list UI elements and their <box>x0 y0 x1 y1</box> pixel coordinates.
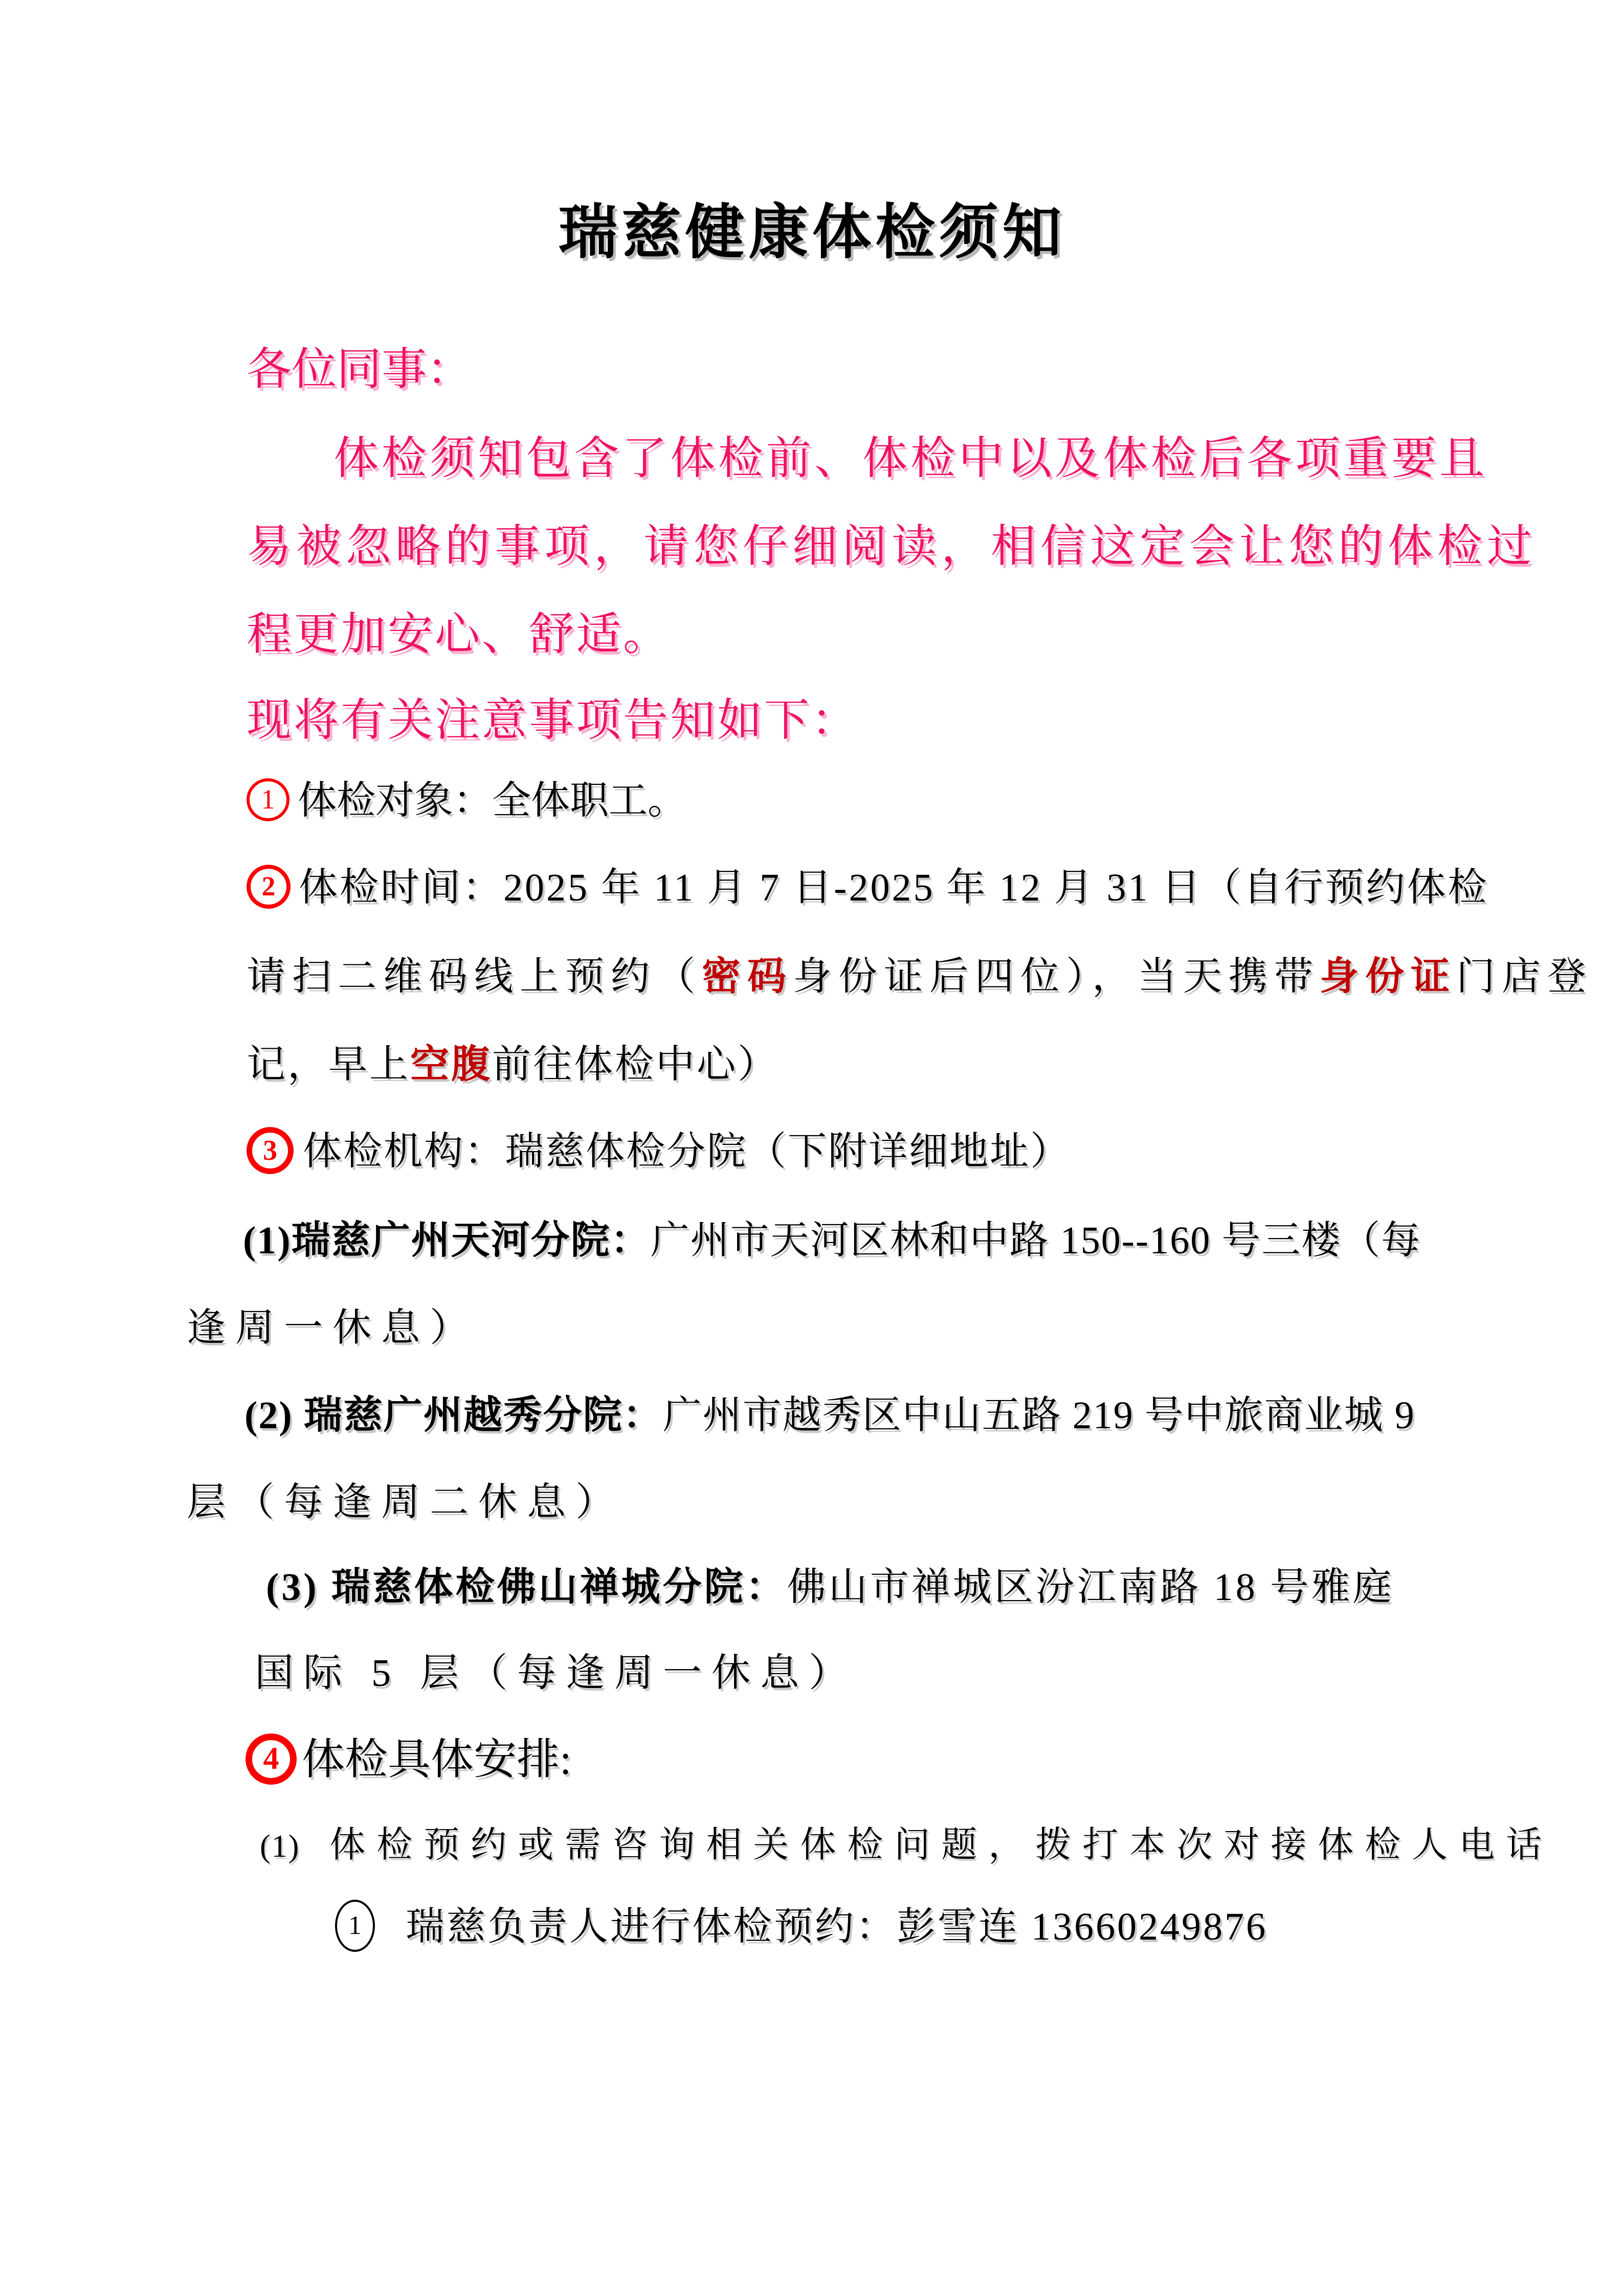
circled-number-1-icon: 1 <box>247 778 290 821</box>
intro-line-3: 程更加安心、舒适。 <box>247 610 671 660</box>
item-4-line <box>246 1735 571 1790</box>
black-circled-number-1-icon: 1 <box>335 1900 375 1952</box>
item-1-text: 体检对象：全体职工。 <box>298 779 686 822</box>
branch-3-line <box>266 1565 1394 1611</box>
circled-number-4-icon: 4 <box>246 1734 297 1785</box>
item-2-line-1 <box>247 865 1489 914</box>
branch-1-address: 广州市天河区林和中路 150--160 号三楼（每 <box>650 1219 1421 1262</box>
intro-line-2: 易被忽略的事项，请您仔细阅读，相信这定会让您的体检过 <box>247 522 1537 572</box>
item-2-line-2 <box>247 954 1593 1000</box>
keyword-id-card: 身份证 <box>1320 955 1456 998</box>
item-2-line-3 <box>247 1042 778 1088</box>
branch-2-continuation: 层（每逢周二休息） <box>187 1481 624 1524</box>
branch-3-label: (3) 瑞慈体检佛山禅城分院： <box>266 1566 787 1609</box>
item-2-text: 体检时间：2025 年 11 月 7 日-2025 年 12 月 31 日（自行预约体检 <box>299 866 1489 909</box>
branch-1-line <box>243 1218 1421 1264</box>
keyword-password: 密码 <box>702 955 793 998</box>
arrangement-sub-1-1-text: 瑞慈负责人进行体检预约：彭雪连 13660249876 <box>406 1905 1267 1948</box>
parenthesized-number-1: (1) <box>260 1829 300 1864</box>
circled-number-2-icon: 2 <box>247 865 291 909</box>
item-1-line <box>247 778 686 826</box>
keyword-fasting: 空腹 <box>410 1043 492 1086</box>
item-2-line-3-segment: 记，早上 <box>247 1043 410 1086</box>
notice-heading: 现将有关注意事项告知如下： <box>247 696 859 746</box>
branch-2-label: (2) 瑞慈广州越秀分院： <box>244 1394 663 1437</box>
item-4-text: 体检具体安排: <box>302 1736 572 1784</box>
branch-3-address: 佛山市禅城区汾江南路 18 号雅庭 <box>787 1566 1394 1609</box>
arrangement-sub-1-1-line <box>335 1904 1267 1957</box>
item-2-line-2-segment: 请扫二维码线上预约（ <box>247 955 702 998</box>
item-2-line-2-segment: 身份证后四位），当天携带 <box>793 955 1320 998</box>
item-3-text: 体检机构：瑞慈体检分院（下附详细地址） <box>303 1130 1071 1173</box>
branch-1-label: (1)瑞慈广州天河分院： <box>243 1219 651 1262</box>
branch-3-continuation: 国际 5 层（每逢周一休息） <box>255 1652 857 1695</box>
item-2-line-3-segment: 前往体检中心） <box>492 1043 778 1086</box>
arrangement-sub-1-text: 体检预约或需咨询相关体检问题，拨打本次对接体检人电话 <box>329 1826 1553 1865</box>
greeting: 各位同事： <box>247 345 472 395</box>
circled-number-3-icon: 3 <box>247 1127 294 1174</box>
item-2-line-2-segment: 门店登 <box>1456 955 1593 998</box>
item-3-line <box>247 1129 1071 1179</box>
page-title: 瑞慈健康体检须知 <box>558 200 1066 266</box>
branch-1-continuation: 逢周一休息） <box>187 1307 478 1349</box>
intro-line-1: 体检须知包含了体检前、体检中以及体检后各项重要且 <box>333 434 1488 484</box>
branch-2-address: 广州市越秀区中山五路 219 号中旅商业城 9 <box>662 1394 1415 1437</box>
branch-2-line <box>244 1393 1415 1439</box>
arrangement-sub-1-line <box>260 1825 1553 1867</box>
